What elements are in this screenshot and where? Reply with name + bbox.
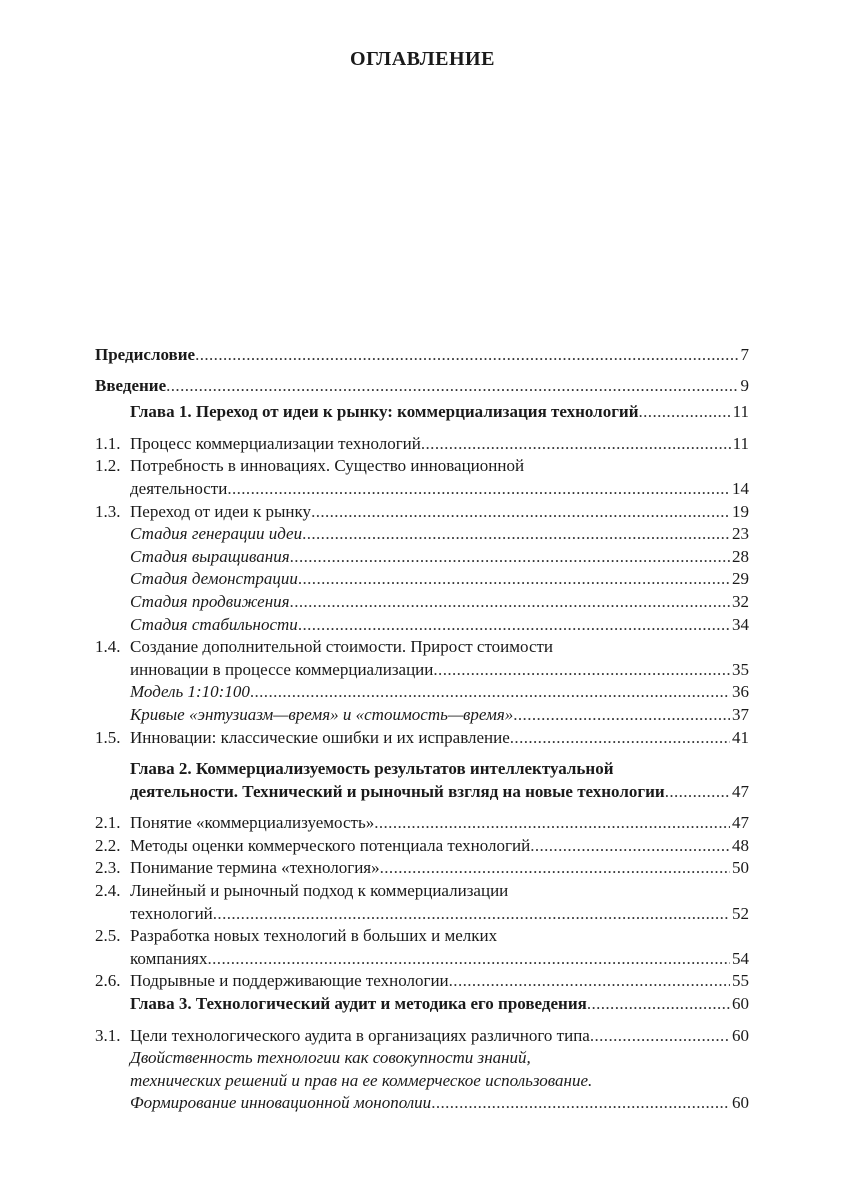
toc-title: Понимание термина «технология»: [130, 858, 380, 878]
toc-page-number: 55: [732, 971, 749, 991]
toc-title: Создание дополнительной стоимости. Прирост стоимости: [130, 637, 554, 657]
toc-entry-1-3[interactable]: [95, 501, 749, 524]
dot-leader: [639, 401, 731, 424]
toc-title: Стадия продвижения: [130, 591, 290, 611]
toc-title-continued: технологий: [130, 903, 213, 923]
toc-page-number: 14: [732, 478, 749, 498]
toc-title: Разработка новых технологий в больших и мелких: [130, 926, 498, 946]
toc-title: Глава 3. Технологический аудит и методика его проведения: [130, 994, 587, 1014]
toc-page-number: 34: [732, 614, 749, 634]
dot-leader: [513, 704, 730, 727]
table-of-contents: [95, 344, 749, 1115]
toc-title-continued: технических решений и прав на ее коммерческое использование.: [130, 1070, 593, 1090]
toc-title: Стадия генерации идеи: [130, 524, 303, 544]
toc-entry-1-1[interactable]: [95, 433, 749, 456]
section-number: 1.4.: [95, 637, 121, 657]
section-number: 1.3.: [95, 501, 121, 521]
toc-title: Стадия выращивания: [130, 546, 290, 566]
toc-page-number: 41: [732, 727, 749, 747]
toc-entry-2-4[interactable]: [95, 880, 749, 925]
section-number: 2.6.: [95, 971, 121, 991]
toc-entry-preface[interactable]: [95, 344, 749, 367]
toc-page-number: 47: [732, 781, 749, 801]
toc-title: Кривые «энтузиазм—время» и «стоимость—время»: [130, 704, 514, 724]
dot-leader: [590, 1025, 730, 1048]
section-number: 2.5.: [95, 926, 121, 946]
toc-title-continued: деятельности. Технический и рыночный взгляд на новые технологии: [130, 781, 665, 801]
toc-page-number: 48: [732, 835, 749, 855]
dot-leader: [311, 501, 730, 524]
toc-entry-3-1[interactable]: [95, 1025, 749, 1048]
toc-title-continued: деятельности: [130, 478, 228, 498]
toc-page-number: 60: [732, 1093, 749, 1113]
section-number: 2.4.: [95, 881, 121, 901]
toc-subentry-promotion[interactable]: [95, 591, 749, 614]
toc-title: Двойственность технологии как совокупности знаний,: [130, 1048, 531, 1068]
dot-leader: [250, 681, 730, 704]
section-number: 1.5.: [95, 727, 121, 747]
toc-page-number: 60: [732, 994, 749, 1014]
dot-leader: [421, 433, 731, 456]
toc-title: Переход от идеи к рынку: [130, 501, 312, 521]
dot-leader: [227, 478, 730, 501]
dot-leader: [213, 903, 730, 926]
toc-entry-1-2[interactable]: [95, 455, 749, 500]
toc-page-number: 28: [732, 546, 749, 566]
dot-leader: [290, 546, 730, 569]
toc-page-number: 35: [732, 659, 749, 679]
toc-entry-2-1[interactable]: [95, 812, 749, 835]
toc-title: Введение: [95, 375, 167, 395]
toc-page-number: 60: [732, 1025, 749, 1045]
toc-entry-chapter-2[interactable]: [95, 758, 749, 803]
dot-leader: [431, 1092, 730, 1115]
section-number: 2.1.: [95, 813, 121, 833]
toc-entry-2-3[interactable]: [95, 857, 749, 880]
toc-title-continued: Формирование инновационной монополии: [130, 1093, 432, 1113]
toc-page-number: 50: [732, 858, 749, 878]
toc-page-number: 36: [732, 682, 749, 702]
toc-subentry-curves[interactable]: [95, 704, 749, 727]
toc-title-continued: инновации в процессе коммерциализации: [130, 659, 434, 679]
dot-leader: [380, 857, 730, 880]
section-number: 3.1.: [95, 1025, 121, 1045]
section-number: 2.2.: [95, 835, 121, 855]
toc-entry-2-2[interactable]: [95, 835, 749, 858]
toc-page-number: 19: [732, 501, 749, 521]
toc-title-continued: компаниях: [130, 948, 208, 968]
toc-subentry-stability[interactable]: [95, 614, 749, 637]
dot-leader: [298, 568, 730, 591]
toc-page-number: 29: [732, 569, 749, 589]
toc-title: Инновации: классические ошибки и их исправление: [130, 727, 510, 747]
toc-page-number: 23: [732, 524, 749, 544]
dot-leader: [208, 948, 731, 971]
toc-title: Стадия стабильности: [130, 614, 298, 634]
toc-title: Глава 2. Коммерциализуемость результатов интеллектуальной: [130, 759, 614, 779]
toc-subentry-growing[interactable]: [95, 546, 749, 569]
page-title: ОГЛАВЛЕНИЕ: [350, 48, 495, 70]
dot-leader: [449, 970, 730, 993]
toc-title: Понятие «коммерциализуемость»: [130, 813, 375, 833]
toc-title: Линейный и рыночный подход к коммерциализации: [130, 881, 509, 901]
toc-entry-1-5[interactable]: [95, 727, 749, 750]
toc-entry-2-5[interactable]: [95, 925, 749, 970]
toc-entry-1-4[interactable]: [95, 636, 749, 681]
toc-title: Процесс коммерциализации технологий: [130, 433, 421, 453]
dot-leader: [166, 375, 738, 398]
dot-leader: [530, 835, 730, 858]
section-number: 1.1.: [95, 433, 121, 453]
dot-leader: [433, 659, 730, 682]
toc-title: Стадия демонстрации: [130, 569, 298, 589]
dot-leader: [298, 614, 730, 637]
toc-page-number: 11: [732, 433, 749, 453]
toc-page-number: 52: [732, 903, 749, 923]
toc-page-number: 11: [732, 402, 749, 422]
toc-title: Глава 1. Переход от идеи к рынку: коммерциализация технологий: [130, 402, 639, 422]
dot-leader: [510, 727, 730, 750]
dot-leader: [195, 344, 738, 367]
toc-title: Цели технологического аудита в организациях различного типа: [130, 1025, 590, 1045]
dot-leader: [587, 993, 730, 1016]
section-number: 1.2.: [95, 456, 121, 476]
toc-subentry-demonstration[interactable]: [95, 568, 749, 591]
toc-entry-2-6[interactable]: [95, 970, 749, 993]
toc-page-number: 54: [732, 948, 749, 968]
toc-page-number: 47: [732, 813, 749, 833]
dot-leader: [665, 781, 730, 804]
toc-entry-chapter-1[interactable]: [95, 401, 749, 424]
toc-subentry-idea-generation[interactable]: [95, 523, 749, 546]
dot-leader: [290, 591, 730, 614]
toc-entry-intro[interactable]: [95, 375, 749, 398]
toc-entry-chapter-3[interactable]: [95, 993, 749, 1016]
toc-subentry-model[interactable]: [95, 681, 749, 704]
toc-page-number: 7: [740, 345, 749, 364]
toc-page-number: 32: [732, 591, 749, 611]
dot-leader: [302, 523, 730, 546]
toc-title: Подрывные и поддерживающие технологии: [130, 971, 449, 991]
section-number: 2.3.: [95, 858, 121, 878]
toc-title: Методы оценки коммерческого потенциала технологий: [130, 835, 531, 855]
toc-title: Потребность в инновациях. Существо инновационной: [130, 456, 525, 476]
toc-page-number: 9: [740, 375, 749, 395]
toc-subentry-duality[interactable]: [95, 1047, 749, 1115]
dot-leader: [374, 812, 730, 835]
toc-title: Модель 1:10:100: [130, 682, 250, 702]
toc-page-number: 37: [732, 704, 749, 724]
toc-title: Предисловие: [95, 345, 196, 364]
